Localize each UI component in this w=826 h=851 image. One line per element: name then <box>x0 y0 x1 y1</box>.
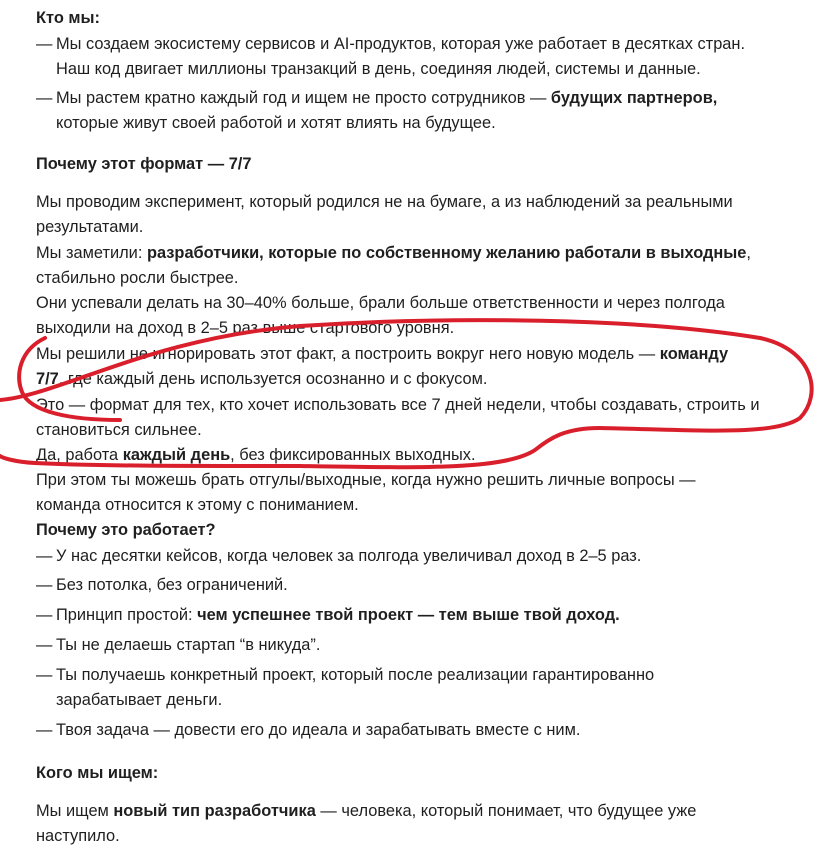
why-works-item-1-text: У нас десятки кейсов, когда человек за полгода увеличивал доход в 2–5 раз. <box>56 547 642 565</box>
why-works-item-2-text: Без потолка, без ограничений. <box>56 576 288 594</box>
why-format-p3-line2: выходили на доход в 2–5 раз выше стартового уровня. <box>36 319 455 337</box>
list-dash: — <box>36 547 53 565</box>
whom-p-line2: наступило. <box>36 827 120 845</box>
why-format-p6-c: , без фиксированных выходных. <box>230 446 476 464</box>
why-format-p2-line2: стабильно росли быстрее. <box>36 269 239 287</box>
list-dash: — <box>36 636 53 654</box>
why-format-p4-d: , где каждый день используется осознанно и с фокусом. <box>58 370 488 388</box>
why-format-p5-line2: становиться сильнее. <box>36 421 202 439</box>
why-format-p7-line2: команда относится к этому с пониманием. <box>36 496 359 514</box>
whom-p-bold: новый тип разработчика <box>113 802 316 820</box>
why-works-heading: Почему это работает? <box>36 521 216 539</box>
why-format-p2-bold: разработчики, которые по собственному желанию работали в выходные <box>146 244 747 262</box>
why-works-item-6-text: Твоя задача — довести его до идеала и зарабатывать вместе с ним. <box>56 721 581 739</box>
why-works-item-5-line2: зарабатывает деньги. <box>56 691 223 709</box>
why-format-paragraph-6 <box>36 443 816 468</box>
list-dash: — <box>36 721 53 739</box>
why-format-p6-bold: каждый день <box>122 446 231 464</box>
why-format-p5-line1: Это — формат для тех, кто хочет использовать все 7 дней недели, чтобы создавать, строить и <box>36 396 760 414</box>
who-item-1-line2: Наш код двигает миллионы транзакций в день, соединяя людей, системы и данные. <box>56 60 701 78</box>
why-format-p4-bold-2: 7/7 <box>36 370 59 388</box>
list-dash: — <box>36 576 53 594</box>
list-dash: — <box>36 89 53 107</box>
why-format-p4-a: Мы решили не игнорировать этот факт, а построить вокруг него новую модель — <box>36 345 660 363</box>
whom-p-a: Мы ищем <box>36 802 114 820</box>
why-format-paragraph-4 <box>36 342 816 392</box>
whom-paragraph <box>36 799 816 849</box>
why-works-item-3-a: Принцип простой: <box>56 606 198 624</box>
why-works-item-4-text: Ты не делаешь стартап “в никуда”. <box>56 636 321 654</box>
who-heading: Кто мы: <box>36 9 100 27</box>
who-item-2-bold: будущих партнеров, <box>550 89 718 107</box>
why-format-p7-line1: При этом ты можешь брать отгулы/выходные, когда нужно решить личные вопросы — <box>36 471 696 489</box>
who-item-1-line1: Мы создаем экосистему сервисов и AI-продуктов, которая уже работает в десятках стран. <box>56 35 746 53</box>
who-item-2-line2: которые живут своей работой и хотят влиять на будущее. <box>56 114 496 132</box>
why-format-p6-a: Да, работа <box>36 446 123 464</box>
why-works-item-5-line1: Ты получаешь конкретный проект, который после реализации гарантированно <box>56 666 655 684</box>
why-format-paragraph-7 <box>36 468 816 518</box>
why-format-p3-line1: Они успевали делать на 30–40% больше, брали больше ответственности и через полгода <box>36 294 725 312</box>
list-dash: — <box>36 666 53 684</box>
why-format-p2-c: , <box>746 244 751 262</box>
why-format-p1-line2: результатами. <box>36 218 144 236</box>
why-format-heading: Почему этот формат — 7/7 <box>36 155 252 173</box>
whom-heading: Кого мы ищем: <box>36 764 159 782</box>
list-dash: — <box>36 35 53 53</box>
why-format-p4-bold-1: команду <box>659 345 729 363</box>
why-format-paragraph-5 <box>36 393 816 443</box>
why-format-p1-line1: Мы проводим эксперимент, который родился не на бумаге, а из наблюдений за реальными <box>36 193 733 211</box>
why-format-paragraph-2 <box>36 241 816 291</box>
why-format-p2-a: Мы заметили: <box>36 244 147 262</box>
list-dash: — <box>36 606 53 624</box>
why-format-paragraph-3 <box>36 291 816 341</box>
who-item-2-line1: Мы растем кратно каждый год и ищем не просто сотрудников — <box>56 89 551 107</box>
whom-p-c: — человека, который понимает, что будущее уже <box>315 802 697 820</box>
why-format-paragraph-1 <box>36 190 816 240</box>
why-works-item-3-bold: чем успешнее твой проект — тем выше твой доход. <box>197 606 620 624</box>
